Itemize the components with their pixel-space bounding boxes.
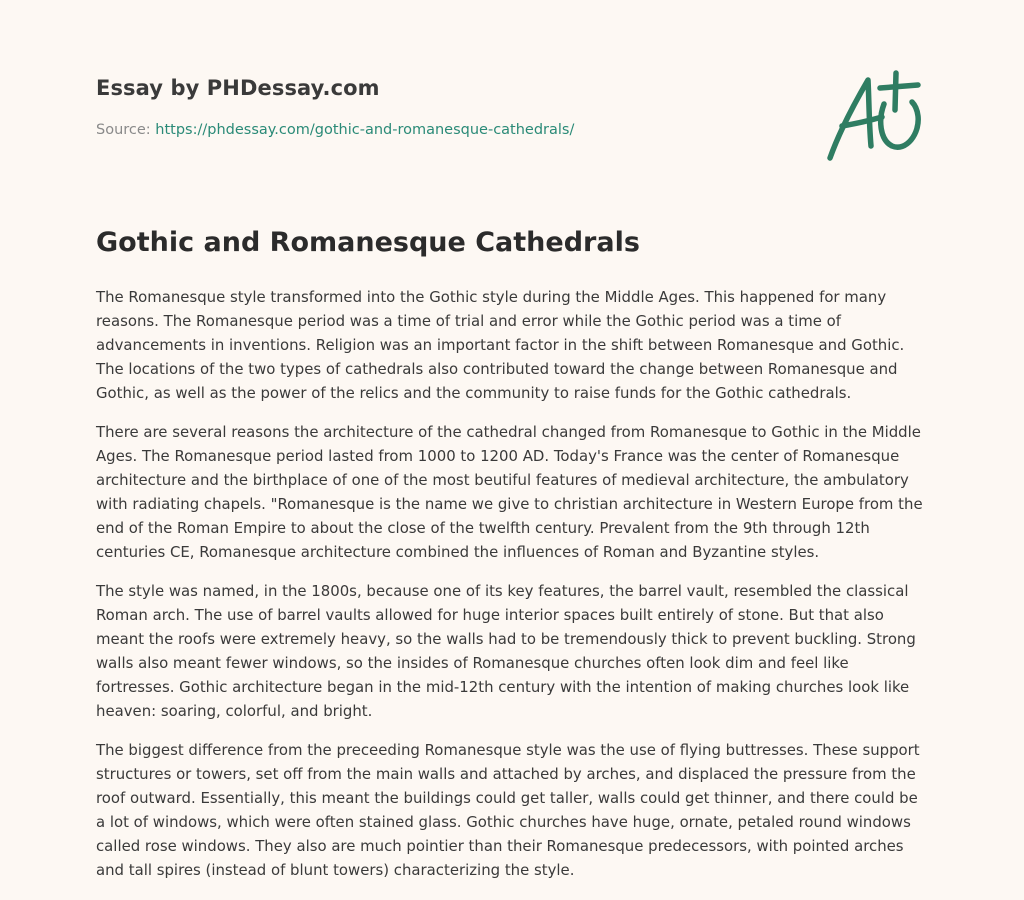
source-link[interactable]: https://phdessay.com/gothic-and-romanesque-cathedrals/: [155, 122, 575, 138]
paragraph-4: The biggest difference from the preceeding Romanesque style was the use of flying buttresses. These support structures or towers, set off from the main walls and attached by arches, and displaced the pressure from the roof outward. Essentially, this meant the buildings could get taller, walls could get thinner, and there could be a lot of windows, which were often stained glass. Gothic churches have huge, ornate, petaled round windows called rose windows. They also are much pointier than their Romanesque predecessors, with pointed arches and tall spires (instead of blunt towers) characterizing the style.: [96, 741, 920, 879]
paragraph-3: The style was named, in the 1800s, because one of its key features, the barrel vault, resembled the classical Roman arch. The use of barrel vaults allowed for huge interior spaces built entirely of stone. But that also meant the roofs were extremely heavy, so the walls had to be tremendously thick to prevent buckling. Strong walls also meant fewer windows, so the insides of Romanesque churches often look dim and feel like fortresses. Gothic architecture began in the mid-12th century with the intention of making churches look like heaven: soaring, colorful, and bright.: [96, 582, 916, 720]
article-body: [96, 285, 928, 897]
paragraph-2: There are several reasons the architecture of the cathedral changed from Romanesque to Gothic in the Middle Ages. The Romanesque period lasted from 1000 to 1200 AD. Today's France was the center of Romanesque architecture and the birthplace of one of the most beutiful features of medieval architecture, the ambulatory with radiating chapels. "Romanesque is the name we give to christian architecture in Western Europe from the end of the Roman Empire to about the close of the twelfth century. Prevalent from the 9th through 12th centuries CE, Romanesque architecture combined the influences of Roman and Byzantine styles.: [96, 423, 923, 561]
page-header: [96, 76, 796, 138]
a-plus-grade-icon: [822, 68, 926, 164]
paragraph-1: The Romanesque style transformed into the Gothic style during the Middle Ages. This happened for many reasons. The Romanesque period was a time of trial and error while the Gothic period was a time of advancements in inventions. Religion was an important factor in the shift between Romanesque and Gothic. The locations of the two types of cathedrals also contributed toward the change between Romanesque and Gothic, as well as the power of the relics and the community to raise funds for the Gothic cathedrals.: [96, 288, 905, 402]
site-brand: Essay by PHDessay.com: [96, 76, 380, 100]
article-title: Gothic and Romanesque Cathedrals: [96, 227, 640, 258]
source-label: Source:: [96, 122, 151, 138]
source-line: [96, 122, 574, 138]
